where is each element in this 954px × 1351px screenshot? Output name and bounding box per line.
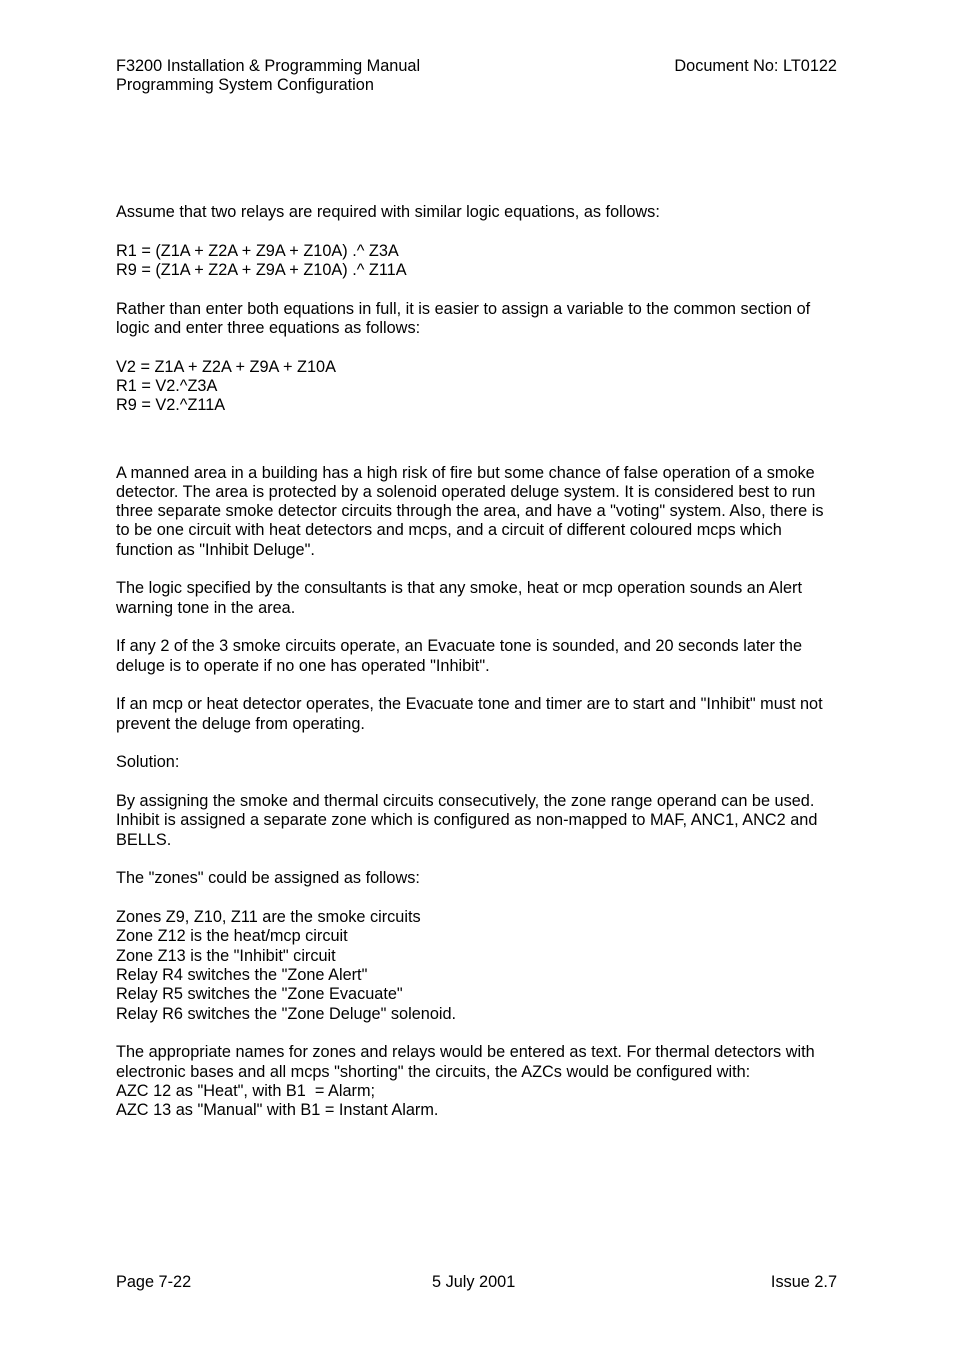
azc-line: AZC 13 as "Manual" with B1 = Instant Alarm. xyxy=(116,1101,439,1120)
page-header xyxy=(116,57,837,96)
names-paragraph: The appropriate names for zones and relays would be entered as text. For thermal detectors with electronic bases and all mcps "shorting" the circuits, the AZCs would be configured with: xyxy=(116,1043,815,1081)
zone-list-item: Zone Z12 is the heat/mcp circuit xyxy=(116,927,348,946)
logic-paragraph: The logic specified by the consultants is that any smoke, heat or mcp operation sounds an Alert warning tone in the area. xyxy=(116,579,803,617)
equation-line: R9 = (Z1A + Z2A + Z9A + Z10A) .^ Z11A xyxy=(116,260,407,279)
assigning-paragraph: By assigning the smoke and thermal circuits consecutively, the zone range operand can be used. Inhibit is assigned a separate zone which is configured as non-mapped to MAF, ANC1, ANC2 and BELLS. xyxy=(116,792,818,849)
equation-line: R1 = V2.^Z3A xyxy=(116,376,218,395)
footer-date: 5 July 2001 xyxy=(432,1273,516,1291)
solution-heading: Solution: xyxy=(116,753,180,772)
zone-list-item: Zones Z9, Z10, Z11 are the smoke circuits xyxy=(116,908,421,927)
manned-area-paragraph: A manned area in a building has a high risk of fire but some chance of false operation of a smoke detector. The area is protected by a solenoid operated deluge system. It is considered best to run three separate smoke detector circuits through the area, and have a "voting" system. Also, there is to be one circuit with heat detectors and mcps, and a circuit of different coloured mcps which function as "Inhibit Deluge". xyxy=(116,463,824,559)
zone-list-item: Zone Z13 is the "Inhibit" circuit xyxy=(116,946,336,965)
zone-list xyxy=(116,908,836,1024)
rather-paragraph: Rather than enter both equations in full, it is easier to assign a variable to the common section of logic and enter three equations as follows: xyxy=(116,299,811,337)
zone-list-item: Relay R6 switches the "Zone Deluge" solenoid. xyxy=(116,1004,457,1023)
document-number: Document No: LT0122 xyxy=(674,57,837,75)
intro-paragraph: Assume that two relays are required with similar logic equations, as follows: xyxy=(116,203,660,221)
document-body xyxy=(116,203,836,1120)
section-title: Programming System Configuration xyxy=(116,76,374,95)
mcp-paragraph: If an mcp or heat detector operates, the Evacuate tone and timer are to start and "Inhibit" must not prevent the deluge from operating. xyxy=(116,695,823,733)
azc-line: AZC 12 as "Heat", with B1 = Alarm; xyxy=(116,1081,376,1100)
page-number: Page 7-22 xyxy=(116,1273,192,1291)
issue-number: Issue 2.7 xyxy=(770,1273,837,1291)
zones-intro: The "zones" could be assigned as follows: xyxy=(116,869,420,888)
azc-list xyxy=(116,1082,836,1121)
manual-title: F3200 Installation & Programming Manual xyxy=(116,57,421,75)
equation-line: R1 = (Z1A + Z2A + Z9A + Z10A) .^ Z3A xyxy=(116,241,399,260)
smoke-vote-paragraph: If any 2 of the 3 smoke circuits operate, an Evacuate tone is sounded, and 20 seconds later the deluge is to operate if no one has operated "Inhibit". xyxy=(116,637,803,675)
zone-list-item: Relay R4 switches the "Zone Alert" xyxy=(116,965,368,984)
page-footer xyxy=(116,1273,837,1292)
equation-block-2 xyxy=(116,358,836,416)
equation-line: R9 = V2.^Z11A xyxy=(116,396,226,415)
equation-line: V2 = Z1A + Z2A + Z9A + Z10A xyxy=(116,357,336,376)
equation-block-1 xyxy=(116,242,836,281)
zone-list-item: Relay R5 switches the "Zone Evacuate" xyxy=(116,985,403,1004)
